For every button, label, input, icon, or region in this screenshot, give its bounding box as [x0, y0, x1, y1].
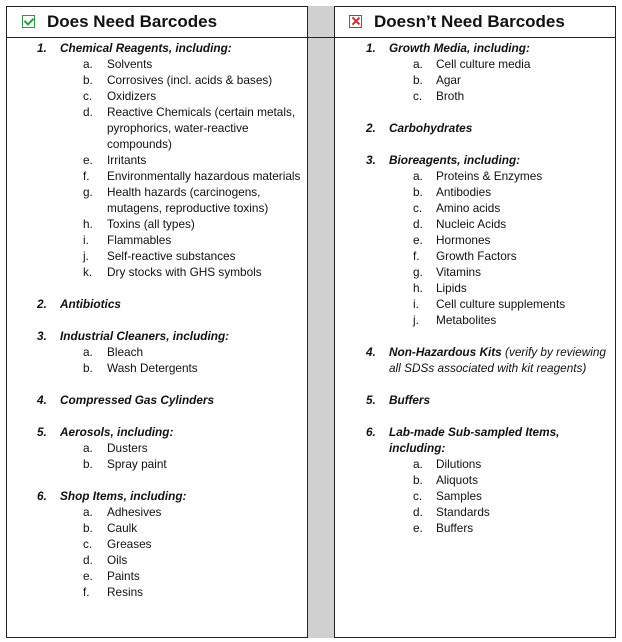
- group-title-text: Growth Media, including:: [389, 41, 530, 55]
- group-note: (verify by reviewing all SDSs associated with kit reagents): [389, 345, 606, 375]
- list-item: [335, 232, 616, 248]
- item-letter: e.: [83, 569, 93, 583]
- list-item: [6, 168, 307, 184]
- item-letter: f.: [83, 585, 90, 599]
- item-letter: d.: [413, 217, 423, 231]
- item-letter: j.: [413, 313, 419, 327]
- item-text: Hormones: [436, 233, 491, 247]
- list-item: [335, 56, 616, 72]
- item-letter: a.: [413, 57, 423, 71]
- group-title-text: Industrial Cleaners, including:: [60, 329, 230, 343]
- group-title: [6, 424, 307, 440]
- item-letter: b.: [413, 185, 423, 199]
- list-item: [6, 248, 307, 264]
- item-letter: c.: [83, 537, 93, 551]
- group-title: [6, 488, 307, 504]
- list-item: [335, 88, 616, 104]
- group-number: 2.: [366, 121, 376, 135]
- item-text: Toxins (all types): [107, 217, 195, 231]
- list-item: [335, 280, 616, 296]
- item-letter: a.: [83, 441, 93, 455]
- item-letter: b.: [413, 473, 423, 487]
- item-letter: c.: [413, 201, 423, 215]
- item-letter: a.: [413, 169, 423, 183]
- item-text: Paints: [107, 569, 140, 583]
- item-text: Oils: [107, 553, 128, 567]
- item-text: Proteins & Enzymes: [436, 169, 543, 183]
- item-text: Standards: [436, 505, 490, 519]
- item-letter: c.: [413, 489, 423, 503]
- group-number: 3.: [366, 153, 376, 167]
- item-text: Solvents: [107, 57, 153, 71]
- item-text: Samples: [436, 489, 482, 503]
- list-item: [335, 216, 616, 232]
- item-letter: h.: [413, 281, 423, 295]
- list-item: [6, 344, 307, 360]
- right-list: [335, 37, 616, 536]
- item-letter: g.: [83, 185, 93, 199]
- list-item: [6, 440, 307, 456]
- group-number: 6.: [366, 425, 376, 439]
- item-letter: g.: [413, 265, 423, 279]
- group-title: [6, 296, 307, 312]
- item-text: Lipids: [436, 281, 467, 295]
- item-text: Greases: [107, 537, 152, 551]
- list-item: [6, 104, 307, 152]
- item-text: Bleach: [107, 345, 144, 359]
- list-group: [6, 296, 307, 312]
- group-title-text: Buffers: [389, 393, 431, 407]
- group-title-text: Antibiotics: [60, 297, 121, 311]
- list-item: [335, 472, 616, 488]
- group-title: [335, 40, 616, 56]
- group-title-text: Carbohydrates: [389, 121, 473, 135]
- item-letter: b.: [83, 73, 93, 87]
- item-text: Cell culture media: [436, 57, 531, 71]
- item-text: Buffers: [436, 521, 474, 535]
- group-number: 5.: [366, 393, 376, 407]
- item-text: Caulk: [107, 521, 138, 535]
- list-group: [335, 40, 616, 104]
- item-text: Wash Detergents: [107, 361, 198, 375]
- list-item: [6, 568, 307, 584]
- item-text: Broth: [436, 89, 465, 103]
- item-letter: a.: [83, 505, 93, 519]
- item-letter: a.: [413, 457, 423, 471]
- item-letter: e.: [83, 153, 93, 167]
- list-item: [6, 264, 307, 280]
- item-letter: e.: [413, 233, 423, 247]
- item-letter: i.: [413, 297, 419, 311]
- list-item: [6, 504, 307, 520]
- item-text: Nucleic Acids: [436, 217, 507, 231]
- item-letter: h.: [83, 217, 93, 231]
- list-item: [6, 56, 307, 72]
- item-text: Spray paint: [107, 457, 167, 471]
- checkbox-checked-icon: [22, 15, 35, 28]
- item-text: Antibodies: [436, 185, 492, 199]
- item-text: Metabolites: [436, 313, 497, 327]
- list-item: [6, 552, 307, 568]
- group-title: [335, 392, 616, 408]
- item-letter: a.: [83, 345, 93, 359]
- group-title-text: Bioreagents, including:: [389, 153, 521, 167]
- group-title-text: Shop Items, including:: [60, 489, 187, 503]
- column-divider: [307, 6, 335, 638]
- list-group: [6, 488, 307, 600]
- group-number: 1.: [366, 41, 376, 55]
- group-title: [6, 40, 307, 56]
- item-letter: b.: [83, 361, 93, 375]
- list-group: [335, 152, 616, 328]
- left-header: [6, 6, 307, 37]
- list-item: [335, 248, 616, 264]
- item-letter: b.: [83, 457, 93, 471]
- list-item: [335, 488, 616, 504]
- item-text: Cell culture supplements: [436, 297, 566, 311]
- group-title-text: Lab-made Sub-sampled Items, including:: [389, 425, 560, 455]
- item-letter: j.: [83, 249, 89, 263]
- list-group: [6, 40, 307, 280]
- item-letter: c.: [83, 89, 93, 103]
- item-letter: c.: [413, 89, 423, 103]
- item-text: Growth Factors: [436, 249, 517, 263]
- list-item: [6, 152, 307, 168]
- item-text: Dusters: [107, 441, 148, 455]
- item-text: Self-reactive substances: [107, 249, 236, 263]
- group-title: [335, 120, 616, 136]
- list-item: [6, 232, 307, 248]
- group-number: 6.: [37, 489, 47, 503]
- item-text: Dilutions: [436, 457, 482, 471]
- list-item: [335, 296, 616, 312]
- left-title: Does Need Barcodes: [47, 11, 218, 31]
- item-text: Dry stocks with GHS symbols: [107, 265, 262, 279]
- list-group: [6, 392, 307, 408]
- group-title: [6, 328, 307, 344]
- list-group: [335, 120, 616, 136]
- item-letter: f.: [83, 169, 90, 183]
- group-number: 3.: [37, 329, 47, 343]
- list-group: [6, 424, 307, 472]
- list-item: [6, 520, 307, 536]
- group-title: [335, 344, 616, 376]
- group-number: 4.: [366, 345, 376, 359]
- group-number: 1.: [37, 41, 47, 55]
- group-title-text: Chemical Reagents, including:: [60, 41, 232, 55]
- list-item: [335, 184, 616, 200]
- item-text: Amino acids: [436, 201, 501, 215]
- item-letter: i.: [83, 233, 89, 247]
- list-item: [335, 72, 616, 88]
- group-title: [6, 392, 307, 408]
- item-letter: b.: [83, 521, 93, 535]
- group-title-text: Aerosols, including:: [60, 425, 174, 439]
- list-group: [335, 424, 616, 536]
- list-group: [335, 344, 616, 376]
- group-title-text: Non-Hazardous Kits: [389, 345, 502, 359]
- item-text: Corrosives (incl. acids & bases): [107, 73, 273, 87]
- list-item: [335, 200, 616, 216]
- group-number: 2.: [37, 297, 47, 311]
- right-title: Doesn’t Need Barcodes: [374, 11, 565, 31]
- item-text: Health hazards (carcinogens, mutagens, reproductive toxins): [107, 185, 269, 215]
- group-number: 4.: [37, 393, 47, 407]
- list-item: [335, 312, 616, 328]
- item-text: Agar: [436, 73, 461, 87]
- checkbox-cross-icon: [349, 15, 362, 28]
- list-item: [6, 584, 307, 600]
- item-text: Reactive Chemicals (certain metals, pyrophorics, water-reactive compounds): [107, 105, 296, 151]
- item-text: Resins: [107, 585, 144, 599]
- list-item: [6, 88, 307, 104]
- item-text: Aliquots: [436, 473, 478, 487]
- group-title: [335, 424, 616, 456]
- list-item: [335, 168, 616, 184]
- item-letter: b.: [413, 73, 423, 87]
- list-item: [335, 456, 616, 472]
- item-letter: e.: [413, 521, 423, 535]
- item-text: Adhesives: [107, 505, 162, 519]
- list-group: [6, 328, 307, 376]
- item-letter: k.: [83, 265, 93, 279]
- item-letter: d.: [413, 505, 423, 519]
- no-barcodes-column: [335, 6, 616, 552]
- list-item: [335, 264, 616, 280]
- group-title: [335, 152, 616, 168]
- left-list: [6, 37, 307, 600]
- list-item: [335, 504, 616, 520]
- list-item: [6, 72, 307, 88]
- item-text: Flammables: [107, 233, 172, 247]
- item-letter: f.: [413, 249, 420, 263]
- list-group: [335, 392, 616, 408]
- list-item: [6, 456, 307, 472]
- needs-barcodes-column: [6, 6, 307, 616]
- list-item: [6, 536, 307, 552]
- right-header: [335, 6, 616, 37]
- item-letter: a.: [83, 57, 93, 71]
- item-letter: d.: [83, 105, 93, 119]
- list-item: [6, 360, 307, 376]
- item-text: Irritants: [107, 153, 147, 167]
- group-number: 5.: [37, 425, 47, 439]
- item-text: Oxidizers: [107, 89, 157, 103]
- item-text: Vitamins: [436, 265, 482, 279]
- group-title-text: Compressed Gas Cylinders: [60, 393, 215, 407]
- list-item: [6, 184, 307, 216]
- item-text: Environmentally hazardous materials: [107, 169, 301, 183]
- item-letter: d.: [83, 553, 93, 567]
- list-item: [335, 520, 616, 536]
- list-item: [6, 216, 307, 232]
